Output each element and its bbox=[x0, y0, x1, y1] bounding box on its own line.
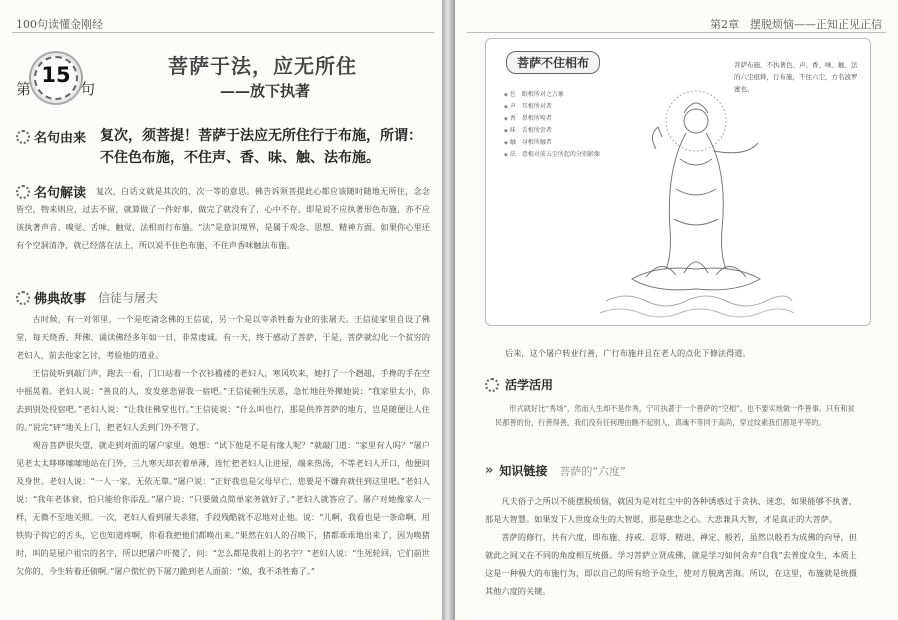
link-paragraph: 菩萨的修行，共有六度，即布施、持戒、忍辱、精进、禅定、般若，虽然以般若为成佛的向导，但就此之间又在不同的角度相互统摄。学习菩萨立贤成佛，就是学习如何舍弃“自我”去普度众生，本质上这是一种极大的布施行为，即以自己的所有给予众生，使对方脱离苦海。所以，在这里，布施就是统摄其他六度的关键。 bbox=[485, 532, 857, 596]
link-paragraph: 凡夫俗子之所以不能摆脱烦恼，就因为是对红尘中的各种诱惑过于贪执、迷恋，如果能够不执著，那是大智慧。如果发下人世度众生的大智愿，那是慈悲之心。大悲兼具大智，才是真正的大菩萨。 bbox=[485, 496, 857, 524]
legend-item: ◆ 声 耳根所对者 bbox=[504, 101, 614, 113]
legend-item: ◆ 香 鼻根所嗅者 bbox=[504, 113, 614, 125]
link-body bbox=[485, 492, 857, 600]
story-paragraph: 王信徒听到敲门声，跑去一看，门口站着一个衣衫褴褛的老妇人，寒风吹来，她打了一个趔趄，手搀的手在空中摇晃着。老妇人说：“善良的人，发发慈悲留我一宿吧。”王信徒顿生厌恶，急忙地往外撵她说：“我家里太小，你去到别处投宿吧。”老妇人说：“让我住佛堂也行。”王信徒说：“什么叫也行，那是供养菩萨的地方，岂是随便让人住的。”说完“砰”地关上门，把老妇人丢到门外不管了。 bbox=[16, 368, 430, 432]
practice-section-label bbox=[485, 376, 553, 393]
willow-branch-shape bbox=[714, 143, 758, 153]
legend-item: ◆ 触 身根所触者 bbox=[504, 137, 614, 149]
page-subtitle: ——放下执著 bbox=[220, 82, 311, 100]
illustration-box bbox=[485, 38, 871, 326]
illustration-note: 菩萨布施，不执著色、声、香、味、触、法的六尘痕释，行布施，不住六尘，方名波罗蜜也。 bbox=[734, 61, 858, 93]
practice-label: 活学活用 bbox=[505, 378, 554, 392]
story-paragraph: 观音菩萨很失望，就走到对面的屠户家里。她想：“试下他是不是有缘人呢？”就敲门道：“家里有人吗？”屠户见老太太哆哆嗦嗦地站在门外，三九寒天却衣着单薄，连忙把老妇人让进屋，端来热汤，不等老妇人开口，他便问及身世。老妇人说：“一人一家，无依无靠。”屠户说：“正好我也是父母早亡，您要是不嫌弃就住到这里吧。”老妇人说：“我年老体衰，怕只能给你添乱。”屠户说：“只要做点简单家务就好了。”老妇人就答应了。屠户对她像家人一样，无微不至地关照。一次，老妇人看到屠夫杀猪，手段残酷就不忍地对止他。说：“儿啊，我看也是一条命啊，用铁钩子钩它的舌头，它也知道疼啊，你看我把他们都唤出来。”果然在妇人的召唤下，猪都乖乖地出来了，因为唤猪时，叫的是屋户祖宗的名字，所以把屠户吓傻了，问：“怎么都是我祖上的名字？”老妇人说：“生死轮回，它们前世欠你的，今生转着还债啊。”屠户慌忙扔下屠刀跪到老人面前：“娘，我不杀牲畜了。” bbox=[16, 440, 430, 576]
header-rule bbox=[12, 32, 434, 33]
crown-shape bbox=[684, 103, 708, 113]
page-title: 菩萨于法，应无所住 bbox=[168, 54, 357, 78]
chapter-prefix: 第 bbox=[16, 80, 32, 98]
explain-text: 复次，白话文就是其次的、次一等的意思。佛告诉须菩提此心都应该随时随地无所住，念念皆空，物来则应，过去不留，就算做了一件好事，做完了就没有了，心中不存。即是说不应执著形色布施，亦不应该执著声音、嗅觉、舌味、触觉、法相而行布施。“法”是意识境界，是属于观念、思想、精神方面。如果你心里还有个空洞清净，就已经落在法上，所以说不住色布施、不住声香味触法布施。 bbox=[16, 186, 430, 250]
origin-label: 名句由来 bbox=[34, 131, 87, 146]
wave-shape bbox=[606, 296, 792, 306]
explain-label: 名句解读 bbox=[34, 186, 87, 201]
chapter-number: 15 bbox=[41, 63, 71, 87]
story-paragraph: 古时候，有一对邻里，一个是吃斋念佛的王信徒，另一个是以宰杀牲畜为业的张屠夫。王信徒家里自设了佛堂，每天烧香、拜佛、诵读佛经多年如一日，非常虔诚。有一天，终于感动了菩萨，于是，菩萨就幻化一个贫穷的老妇人，前去他家乞讨，考验他的道业。 bbox=[16, 314, 430, 360]
practice-text: 形式就好比“秀场”，然而人生却不是作秀，宁可执著于一个善萨的“空相”，也不要实地做一件善事。只有和贫民都善的份，行善得善，我们没有任何理由瞧不起别人，真魂不等同于高尚，穿过纹素我们都是平等的。 bbox=[495, 404, 855, 427]
robe-fold-shape bbox=[674, 219, 718, 225]
story-section-label bbox=[16, 288, 158, 307]
illustration-title: 菩萨不住相布 bbox=[506, 51, 600, 74]
book-gutter bbox=[442, 0, 455, 620]
header-rule bbox=[467, 32, 886, 33]
flower-icon bbox=[16, 291, 30, 305]
flower-icon bbox=[16, 130, 30, 144]
running-head-left: 100句读懂金刚经 bbox=[16, 18, 103, 31]
origin-quote: 复次，须菩提！菩萨于法应无所住行于布施，所谓：不住色布施，不住声、香、味、触、法布施。 bbox=[100, 128, 422, 166]
halo-shape bbox=[666, 91, 726, 151]
legend-item: ◆ 法 意根对前五尘所起的分别影像 bbox=[504, 149, 614, 161]
left-page bbox=[0, 0, 442, 620]
robe-fold-shape bbox=[676, 189, 716, 195]
story-body bbox=[16, 310, 430, 580]
link-section-label bbox=[485, 462, 626, 479]
running-head-right: 第2章 摆脱烦恼——正知正见正信 bbox=[710, 18, 882, 31]
double-chevron-icon: » bbox=[485, 463, 494, 478]
story-subtitle: 信徒与屠夫 bbox=[98, 291, 159, 305]
bodhisattva-illustration bbox=[596, 79, 796, 319]
legend-item: ◆ 味 舌根所尝者 bbox=[504, 125, 614, 137]
wave-shape bbox=[600, 309, 794, 317]
right-page bbox=[455, 0, 898, 620]
link-subtitle: 菩萨的“六度” bbox=[559, 464, 626, 478]
chapter-suffix: 句 bbox=[80, 80, 96, 98]
chapter-number-badge bbox=[34, 56, 78, 100]
head-shape bbox=[684, 109, 708, 133]
legend-item: ◆ 色 眼根所对之万象 bbox=[504, 89, 614, 101]
illustration-caption: 后来，这个屠户转业行善，广行布施并且在老人的点化下修法得道。 bbox=[505, 348, 751, 358]
robe-left-shape bbox=[666, 133, 686, 269]
link-label: 知识链接 bbox=[499, 464, 548, 478]
robe-right-shape bbox=[706, 133, 726, 269]
story-label: 佛典故事 bbox=[34, 292, 87, 307]
flower-icon bbox=[485, 378, 499, 392]
shoulder-drape-shape bbox=[680, 159, 712, 165]
origin-section-label bbox=[16, 127, 86, 146]
vase-arm-shape bbox=[652, 127, 662, 149]
